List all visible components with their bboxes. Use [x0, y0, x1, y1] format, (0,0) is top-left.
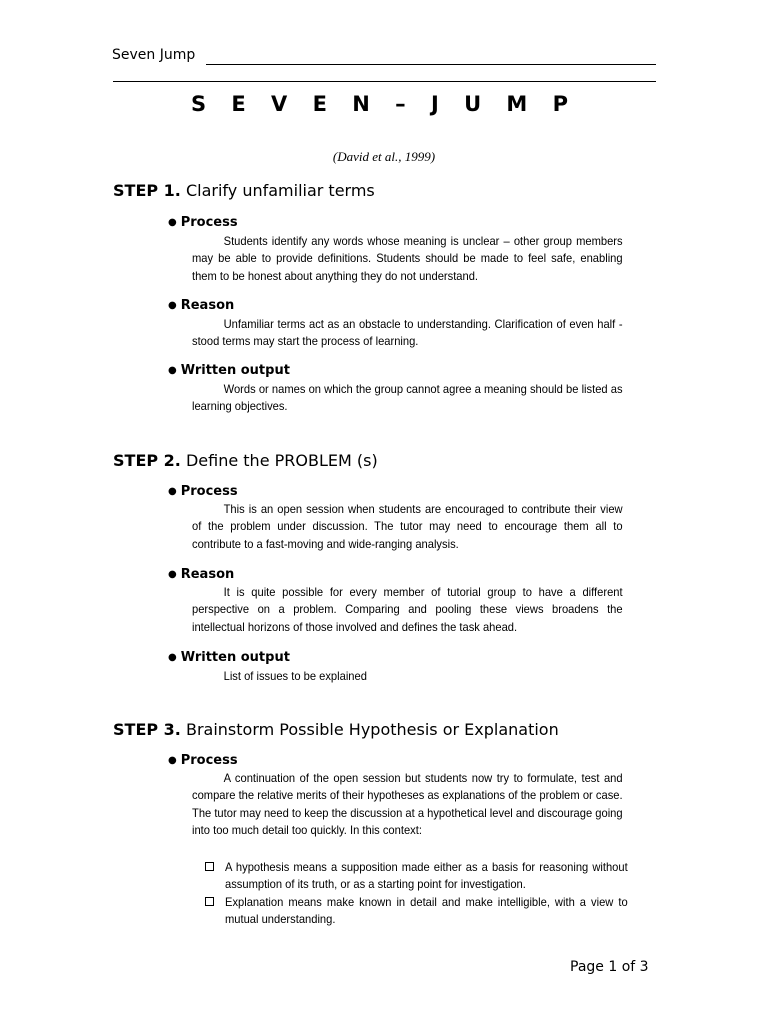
- step-3-number: STEP 3.: [113, 720, 181, 739]
- step-1-number: STEP 1.: [113, 181, 181, 200]
- step-1-output-heading: ● Written output: [168, 363, 290, 378]
- step-2-number: STEP 2.: [113, 451, 181, 470]
- step-1-title: Clarify unfamiliar terms: [185, 181, 375, 200]
- header-rule: [113, 81, 656, 82]
- running-header-label: Seven Jump: [112, 47, 196, 63]
- step-2-process-heading: ● Process: [168, 484, 238, 499]
- bullet-icon: ●: [168, 652, 177, 663]
- step-1-process-heading: ● Process: [168, 215, 238, 230]
- step-3-heading: [113, 720, 559, 739]
- document-title: S E V E N – J U M P: [190, 92, 578, 116]
- checklist-item-explanation: Explanation means make known in detail and make intelligible, with a view to mutual understanding.: [225, 895, 628, 927]
- step-2-output-heading: ● Written output: [168, 650, 290, 665]
- step-2-output-text: List of issues to be explained: [223, 669, 367, 683]
- step-2-title: Define the PROBLEM (s): [185, 451, 378, 470]
- step-2-heading: [113, 451, 378, 470]
- bullet-icon: ●: [168, 569, 177, 580]
- bullet-icon: ●: [168, 300, 177, 311]
- bullet-icon: ●: [168, 486, 177, 497]
- header-underline: [206, 64, 656, 65]
- step-1-reason-heading: ● Reason: [168, 298, 235, 313]
- step-3-title: Brainstorm Possible Hypothesis or Explanation: [185, 720, 559, 739]
- step-1-output-text: Words or names on which the group cannot agree a meaning should be listed as learning objectives.: [192, 382, 623, 414]
- checkbox-icon: [205, 862, 214, 871]
- step-3-process-heading: ● Process: [168, 753, 238, 768]
- bullet-icon: ●: [168, 755, 177, 766]
- step-2-reason-heading: ● Reason: [168, 567, 235, 582]
- step-2-reason-text: It is quite possible for every member of tutorial group to have a different perspective on a problem. Comparing and pooling these views broadens the intellectual horizons of those involved and defines the task ahead.: [192, 585, 623, 634]
- bullet-icon: ●: [168, 365, 177, 376]
- step-1-reason-text: Unfamiliar terms act as an obstacle to understanding. Clarification of even half - stood terms may start the process of learning.: [192, 317, 623, 349]
- checklist-item-hypothesis: A hypothesis means a supposition made either as a basis for reasoning without assumption of its truth, or as a starting point for investigation.: [225, 860, 628, 892]
- step-1-process-text: Students identify any words whose meaning is unclear – other group members may be able to provide definitions. Students should be made to feel safe, enabling them to be honest about anything they do not understand.: [192, 234, 623, 283]
- step-1-heading: [113, 181, 375, 200]
- page-number: Page 1 of 3: [570, 959, 649, 975]
- step-2-process-text: This is an open session when students are encouraged to contribute their view of the problem under discussion. The tutor may need to encourage them all to contribute to a fast-moving and wide-ranging analysis.: [192, 502, 623, 551]
- checkbox-icon: [205, 897, 214, 906]
- step-3-process-text: A continuation of the open session but students now try to formulate, test and compare the relative merits of their hypotheses as explanations of the problem or case. The tutor may need to keep the discussion at a hypothetical level and discourage going into too much detail too quickly. In this context:: [192, 771, 623, 838]
- bullet-icon: ●: [168, 217, 177, 228]
- citation: (David et al., 1999): [332, 149, 436, 164]
